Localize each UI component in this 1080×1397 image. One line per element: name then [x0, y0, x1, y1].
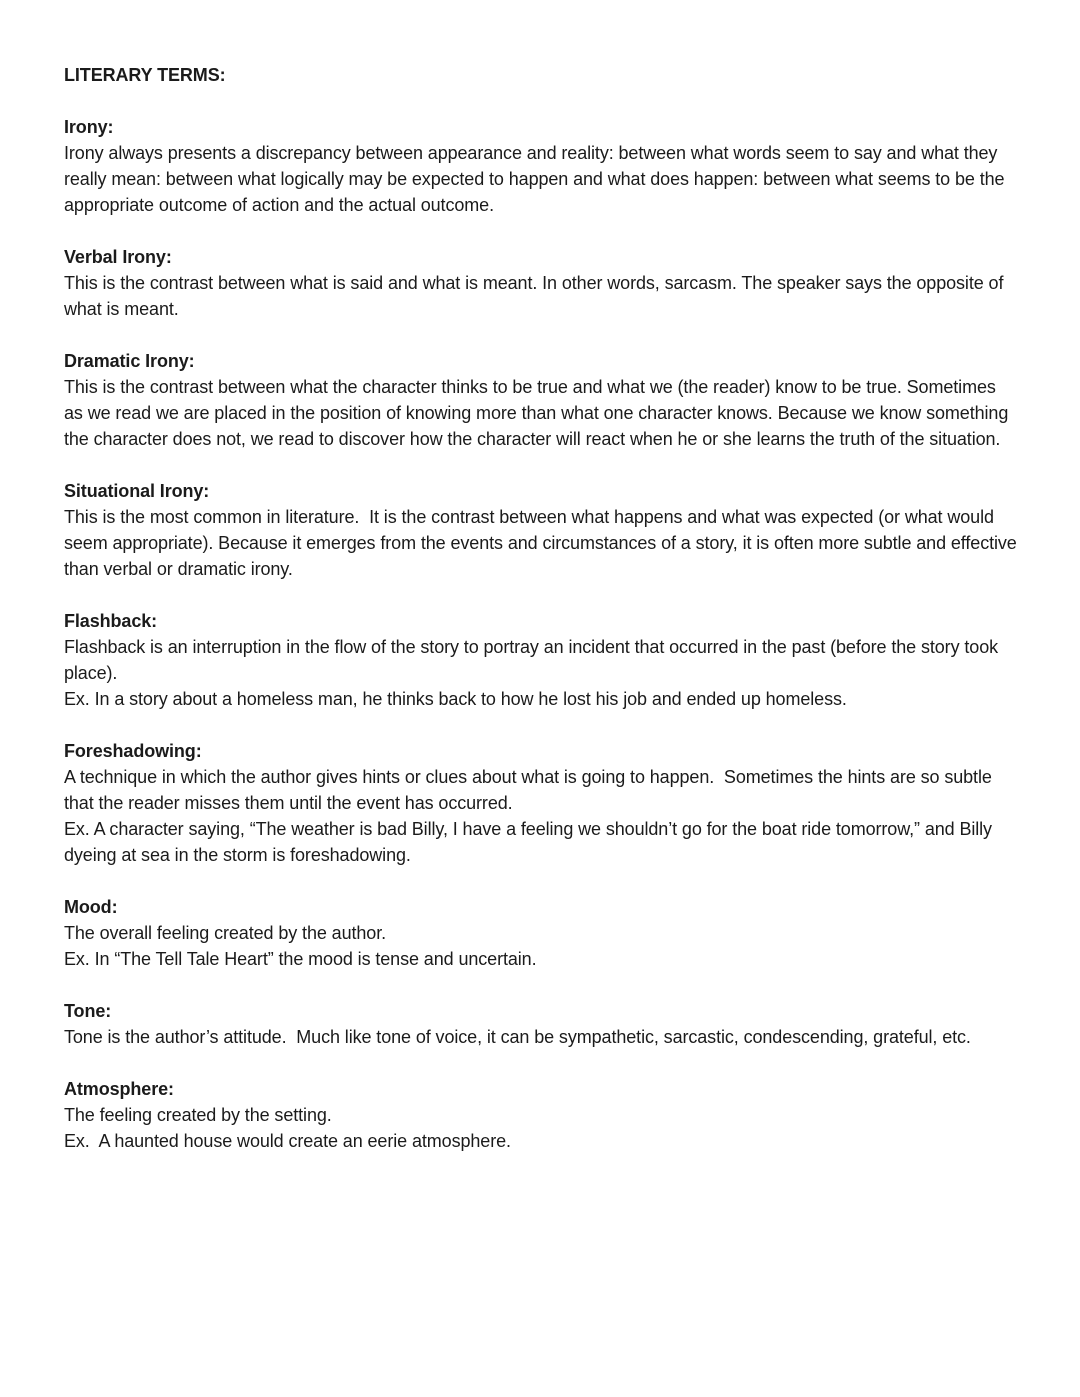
term-section — [64, 478, 1022, 582]
term-paragraph: The overall feeling created by the author. — [64, 923, 387, 943]
term-heading: Atmosphere: — [64, 1079, 174, 1099]
term-paragraph: Flashback is an interruption in the flow of the story to portray an incident that occurred in the past (before the story took place). — [64, 637, 1003, 683]
term-section — [64, 114, 1018, 218]
term-paragraph: Ex. A haunted house would create an eerie atmosphere. — [64, 1131, 511, 1151]
term-heading: Tone: — [64, 1001, 112, 1021]
sections-container — [64, 114, 1022, 1154]
term-heading: Flashback: — [64, 611, 158, 631]
term-paragraph: Ex. In “The Tell Tale Heart” the mood is tense and uncertain. — [64, 949, 537, 969]
term-section — [64, 244, 1018, 322]
term-paragraph: This is the contrast between what is said and what is meant. In other words, sarcasm. The speaker says the opposite of what is meant. — [64, 273, 1009, 319]
term-paragraph: Irony always presents a discrepancy between appearance and reality: between what words seem to say and what they really mean: between what logically may be expected to happen and what does happen: between what seems to be the appropriate outcome of action and the actual outcome. — [64, 143, 1010, 215]
term-heading: Irony: — [64, 117, 114, 137]
term-paragraph: Tone is the author’s attitude. Much like tone of voice, it can be sympathetic, sarcastic, condescending, grateful, etc. — [64, 1027, 971, 1047]
term-section — [64, 894, 1018, 972]
term-section — [64, 998, 1018, 1050]
term-section — [64, 608, 1018, 712]
term-paragraph: Ex. In a story about a homeless man, he thinks back to how he lost his job and ended up homeless. — [64, 689, 847, 709]
term-heading: Mood: — [64, 897, 118, 917]
term-heading: Foreshadowing: — [64, 741, 202, 761]
term-section — [64, 348, 1018, 452]
term-section — [64, 738, 1018, 868]
term-paragraph: Ex. A character saying, “The weather is bad Billy, I have a feeling we shouldn’t go for the boat ride tomorrow,” and Billy dyeing at sea in the storm is foreshadowing. — [64, 819, 997, 865]
page-title: LITERARY TERMS: — [64, 65, 226, 85]
term-heading: Dramatic Irony: — [64, 351, 195, 371]
term-heading: Situational Irony: — [64, 481, 210, 501]
term-paragraph: The feeling created by the setting. — [64, 1105, 332, 1125]
term-paragraph: This is the contrast between what the character thinks to be true and what we (the reader) know to be true. Sometimes as we read we are placed in the position of knowing more than what one character knows. Because we know something the character does not, we read to discover how the character will react when he or she learns the truth of the situation. — [64, 377, 1014, 449]
term-heading: Verbal Irony: — [64, 247, 172, 267]
term-paragraph: A technique in which the author gives hints or clues about what is going to happen. Sometimes the hints are so subtle that the reader misses them until the event has occurred. — [64, 767, 997, 813]
term-paragraph: This is the most common in literature. It is the contrast between what happens and what was expected (or what would seem appropriate). Because it emerges from the events and circumstances of a story, it is often more subtle and effective than verbal or dramatic irony. — [64, 507, 1022, 579]
term-section — [64, 1076, 1018, 1154]
